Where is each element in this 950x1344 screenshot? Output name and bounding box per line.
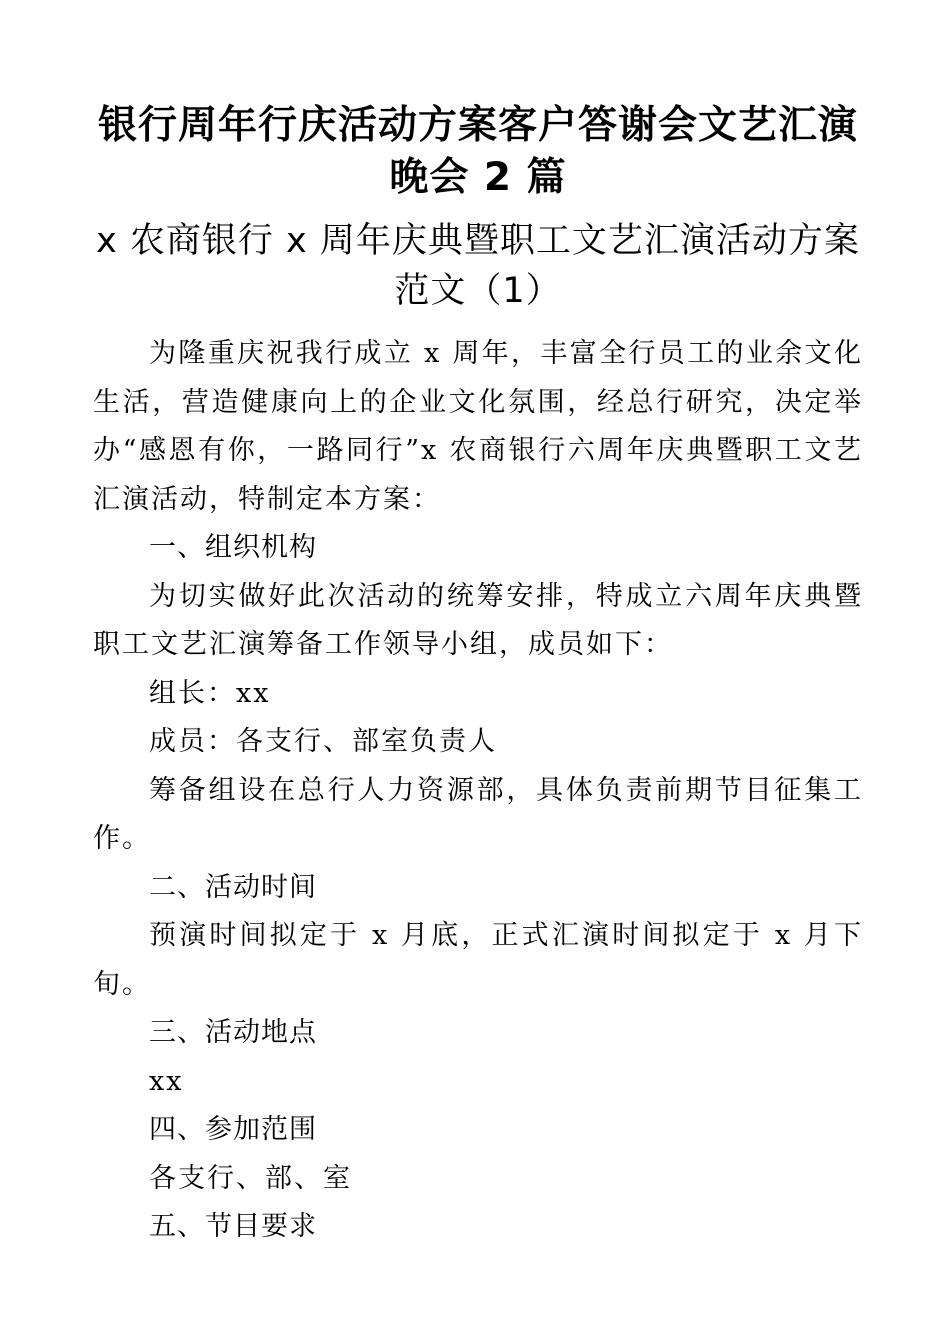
document-page <box>93 100 863 1252</box>
section-2-paragraph: 预演时间拟定于 x 月底，正式汇演时间拟定于 x 月下旬。 <box>93 920 863 1000</box>
section-3-heading: 三、活动地点 <box>149 1017 317 1048</box>
section-3-paragraph: xx <box>149 1065 184 1097</box>
section-4-heading: 四、参加范围 <box>149 1114 317 1145</box>
section-1-paragraph-2: 筹备组设在总行人力资源部，具体负责前期节目征集工作。 <box>93 774 863 854</box>
section-2-heading: 二、活动时间 <box>149 871 317 903</box>
section-1-heading: 一、组织机构 <box>149 532 317 563</box>
intro-paragraph: 为隆重庆祝我行成立 x 周年，丰富全行员工的业余文化生活，营造健康向上的企业文化氛围，经总行研究，决定举办“感恩有你，一路同行”x 农商银行六周年庆典暨职工文艺汇演活动，特制定本方案： <box>93 338 863 515</box>
section-1-members: 成员：各支行、部室负责人 <box>149 726 497 757</box>
document-subtitle: x 农商银行 x 周年庆典暨职工文艺汇演活动方案范文（1） <box>96 221 860 311</box>
section-1-paragraph: 为切实做好此次活动的统筹安排，特成立六周年庆典暨职工文艺汇演筹备工作领导小组，成员如下： <box>93 580 863 660</box>
document-title: 银行周年行庆活动方案客户答谢会文艺汇演晚会 2 篇 <box>97 103 858 200</box>
section-4-paragraph: 各支行、部、室 <box>149 1162 352 1194</box>
section-1-leader: 组长：xx <box>149 677 271 709</box>
section-5-heading: 五、节目要求 <box>149 1211 317 1242</box>
